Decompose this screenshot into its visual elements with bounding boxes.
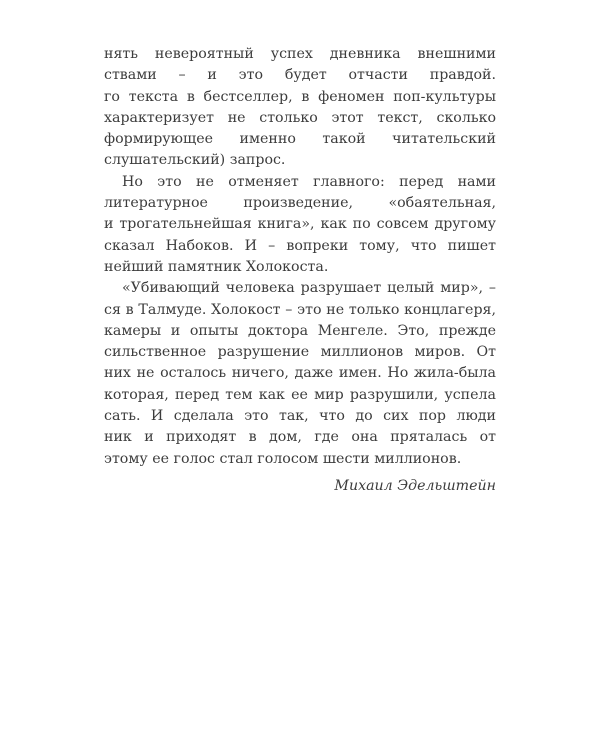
text-line: которая, перед тем как ее мир разрушили, успела	[104, 386, 496, 403]
text-line: них не осталось ничего, даже имен. Но жила-была	[104, 365, 496, 382]
paragraph-2	[104, 172, 496, 278]
text-line: нейший памятник Холокоста.	[104, 258, 329, 275]
text-line: слушательский) запрос.	[104, 152, 286, 169]
text-line: и трогательнейшая книга», как по совсем другому	[104, 216, 496, 233]
body-text	[104, 44, 496, 497]
text-line: сать. И сделала это так, что до сих пор люди	[104, 408, 496, 425]
text-line: Но это не отменяет главного: перед нами	[122, 173, 496, 190]
text-line: этому ее голос стал голосом шести миллионов.	[104, 450, 462, 467]
author-signature: Михаил Эдельштейн	[334, 477, 496, 494]
text-line: «Убивающий человека разрушает целый мир», –	[122, 280, 496, 297]
text-line: камеры и опыты доктора Менгеле. Это, прежде	[104, 322, 496, 339]
text-line: сильственное разрушение миллионов миров. От	[104, 344, 496, 361]
text-line: сказал Набоков. И – вопреки тому, что пишет	[104, 237, 496, 254]
text-line: формирующее именно такой читательский	[104, 131, 496, 148]
paragraph-3	[104, 278, 496, 470]
text-line: го текста в бестселлер, в феномен поп-культуры	[104, 88, 496, 105]
text-line: нять невероятный успех дневника внешними	[104, 46, 496, 62]
paragraph-1	[104, 44, 496, 172]
text-line: ся в Талмуде. Холокост – это не только концлагеря,	[104, 301, 496, 318]
text-line: литературное произведение, «обаятельная,	[104, 195, 496, 212]
text-line: ник и приходят в дом, где она пряталась от	[104, 429, 496, 446]
text-line: характеризует не столько этот текст, сколько	[104, 109, 496, 126]
text-line: ствами – и это будет отчасти правдой.	[104, 67, 496, 84]
